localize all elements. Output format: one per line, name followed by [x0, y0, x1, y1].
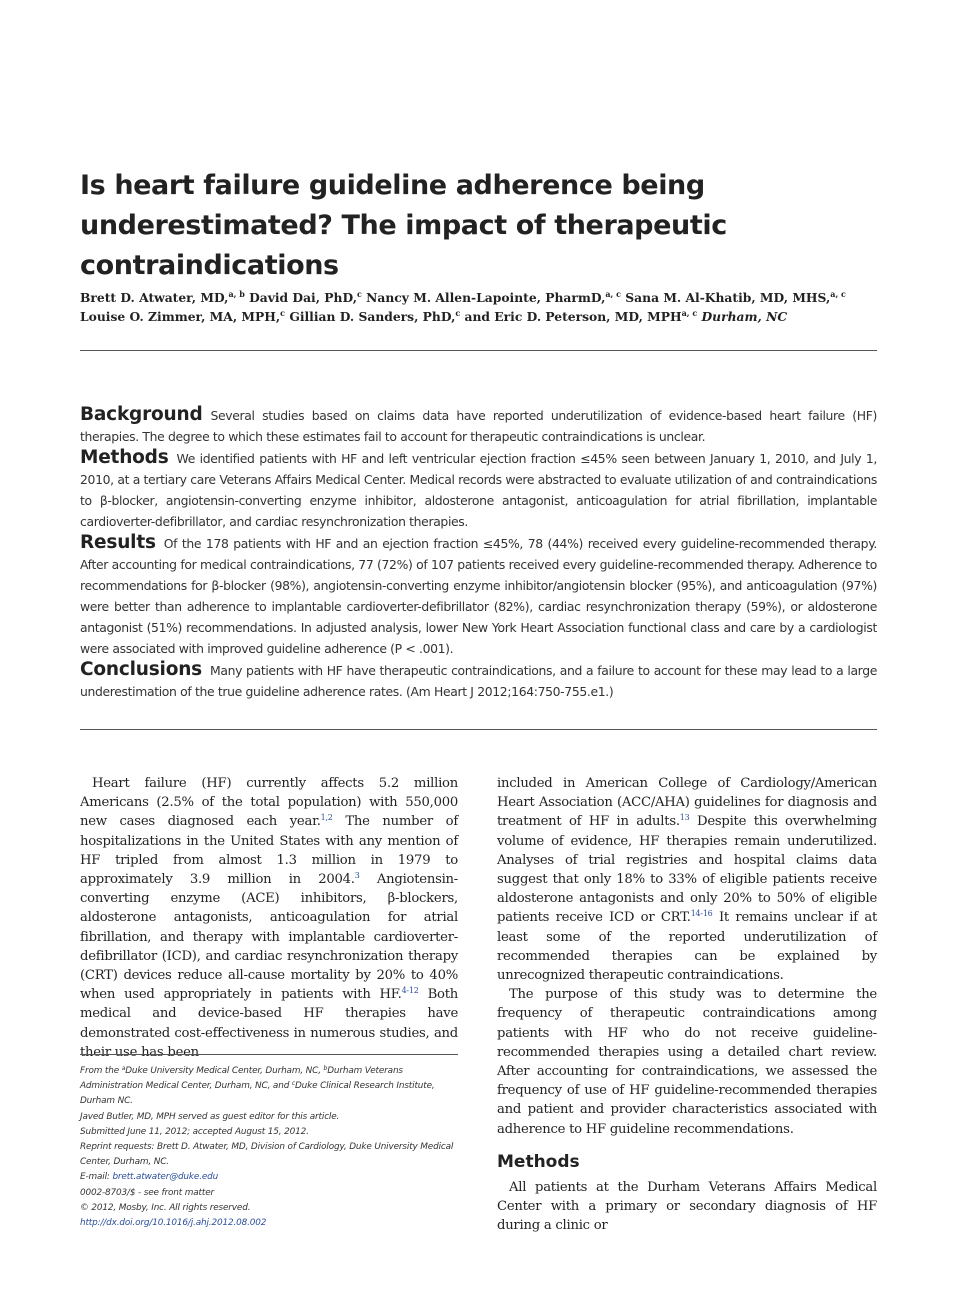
section-heading-methods: Methods — [497, 1152, 580, 1172]
author-list — [80, 288, 880, 326]
author-location: Durham, NC — [701, 309, 788, 324]
footnote-text: Durham Veterans Administration Medical Center, Durham, NC, and — [80, 1066, 403, 1092]
abstract-text: Several studies based on claims data have reported underutilization of evidence-based heart failure (HF) therapies. The degree to which these estimates fail to account for therapeutic contraindications is unclear. — [80, 408, 877, 444]
body-column-right-methods — [497, 1178, 877, 1236]
abstract-text: We identified patients with HF and left ventricular ejection fraction ≤45% seen between January 1, 2010, and July 1, 2010, at a tertiary care Veterans Affairs Medical Center. Medical records were abstracted to evaluate utilization of and contraindications to β-blocker, angiotensin-converting enzyme inhibitor, aldosterone antagonist, anticoagulation for atrial fibrillation, implantable cardioverter-defibrillator, and cardiac resynchronization therapies. — [80, 451, 877, 529]
affiliation-marker: a, c — [681, 308, 698, 318]
abstract-heading: Background — [80, 404, 203, 425]
affiliation-marker: c — [356, 289, 362, 299]
body-paragraph — [497, 774, 877, 985]
footnotes — [80, 1064, 458, 1231]
affiliation-marker: a, b — [228, 289, 245, 299]
abstract-heading: Results — [80, 532, 156, 553]
body-text: included in American College of Cardiology/American Heart Association (ACC/AHA) guidelines for diagnosis and treatment of HF in adults. — [497, 776, 877, 830]
divider-top — [80, 350, 877, 351]
abstract-conclusions — [80, 659, 877, 702]
email-link[interactable]: brett.atwater@duke.edu — [112, 1172, 219, 1183]
footnote-copyright: © 2012, Mosby, Inc. All rights reserved. — [80, 1202, 251, 1213]
affiliation-marker: c — [280, 308, 286, 318]
body-column-right — [497, 774, 877, 1139]
body-text: Both medical and device-based HF therapies have demonstrated cost-effectiveness in numerous studies, and their use has been — [80, 987, 458, 1060]
body-text: Angiotensin-converting enzyme (ACE) inhibitors, β-blockers, aldosterone antagonists, anticoagulation for atrial fibrillation, and therapy with implantable cardioverter-defibrillator (ICD), and cardiac resynchronization therapy (CRT) devices reduce all-cause mortality by 20% to 40% when used appropriately in patients with HF. — [80, 872, 459, 1003]
footnote-issn: 0002-8703/$ - see front matter — [80, 1187, 215, 1198]
author-name: Brett D. Atwater, MD, — [80, 290, 229, 305]
footnote-affiliations — [80, 1064, 458, 1110]
body-paragraph: All patients at the Durham Veterans Affairs Medical Center with a primary or secondary diagnosis of HF during a clinic or — [497, 1180, 877, 1234]
footnote-text: From the — [80, 1066, 122, 1076]
citation-link[interactable]: 14-16 — [690, 909, 713, 919]
abstract — [80, 404, 877, 702]
footnote-text: Duke Clinical Research Institute, Durham NC. — [80, 1081, 435, 1107]
citation-link[interactable]: 4-12 — [401, 986, 419, 996]
abstract-text: Many patients with HF have therapeutic contraindications, and a failure to account for these may lead to a large underestimation of the true guideline adherence rates. (Am Heart J 2012;164:750-755.e1.) — [80, 663, 877, 699]
footnote-reprints: Reprint requests: Brett D. Atwater, MD, Division of Cardiology, Duke University Medical Center, Durham, NC. — [80, 1142, 454, 1168]
footnote-editor: Javed Butler, MD, MPH served as guest editor for this article. — [80, 1111, 340, 1122]
author-name: Nancy M. Allen-Lapointe, PharmD, — [366, 290, 606, 305]
citation-link[interactable]: 1,2 — [320, 813, 333, 823]
body-text: Heart failure (HF) currently affects 5.2 million Americans (2.5% of the total population) with 550,000 new cases diagnosed each year. — [80, 776, 458, 830]
abstract-heading: Methods — [80, 447, 169, 468]
author-name: Gillian D. Sanders, PhD, — [289, 309, 456, 324]
footnote-email — [80, 1170, 458, 1185]
affiliation-marker: c — [455, 308, 461, 318]
author-name: and Eric D. Peterson, MD, MPH — [464, 309, 682, 324]
author-name: David Dai, PhD, — [249, 290, 357, 305]
affiliation-marker: a — [121, 1065, 126, 1072]
author-name: Sana M. Al-Khatib, MD, MHS, — [625, 290, 831, 305]
footnote-divider — [80, 1054, 458, 1055]
body-paragraph: The purpose of this study was to determine the frequency of therapeutic contraindications among patients with HF who do not receive guideline-recommended therapies using a detailed chart review. After accounting for contraindications, we assessed the frequency of use of HF guideline-recommended therapies and patient and provider characteristics associated with adherence to HF guideline recommendations. — [497, 987, 877, 1137]
footnote-submitted: Submitted June 11, 2012; accepted August 15, 2012. — [80, 1126, 309, 1137]
affiliation-marker: c — [291, 1080, 295, 1088]
divider-bottom — [80, 729, 877, 730]
footnote-text: E-mail: — [80, 1172, 113, 1183]
body-text: Despite this overwhelming volume of evidence, HF therapies remain underutilized. Analyses of trial registries and hospital claims data suggest that only 18% to 33% of eligible patients receive aldosterone antagonists and only 20% to 50% of eligible patients receive ICD or CRT. — [497, 814, 877, 926]
citation-link[interactable]: 13 — [679, 813, 690, 823]
article-title: Is heart failure guideline adherence being underestimated? The impact of therapeutic contraindications — [80, 170, 727, 281]
body-text: The number of hospitalizations in the United States with any mention of HF tripled from almost 1.3 million in 1979 to approximately 3.9 million in 2004. — [80, 814, 458, 888]
abstract-background — [80, 404, 877, 447]
body-text: It remains unclear if at least some of the reported underutilization of recommended therapies can be explained by unrecognized therapeutic contraindications. — [497, 910, 877, 984]
abstract-results — [80, 532, 877, 659]
citation-link[interactable]: 3 — [354, 871, 360, 881]
abstract-methods — [80, 447, 877, 532]
affiliation-marker: a, c — [830, 289, 846, 299]
abstract-heading: Conclusions — [80, 659, 202, 680]
affiliation-marker: a, c — [605, 289, 621, 299]
footnote-text: Duke University Medical Center, Durham, NC, — [125, 1066, 324, 1076]
body-column-left — [80, 774, 458, 1062]
body-paragraph — [80, 774, 458, 1062]
abstract-text: Of the 178 patients with HF and an ejection fraction ≤45%, 78 (44%) received every guideline-recommended therapy. After accounting for medical contraindications, 77 (72%) of 107 patients received every guideline-recommended therapy. Adherence to recommendations for β-blocker (98%), angiotensin-converting enzyme inhibitor/angiotensin blocker (95%), and anticoagulation (97%) were better than adherence to implantable cardioverter-defibrillator (82%), cardiac resynchronization therapy (59%), or aldosterone antagonist (51%) recommendations. In adjusted analysis, lower New York Heart Association functional class and care by a cardiologist were associated with improved guideline adherence (P < .001). — [80, 536, 877, 656]
affiliation-marker: b — [323, 1065, 328, 1072]
doi-link[interactable]: http://dx.doi.org/10.1016/j.ahj.2012.08.002 — [80, 1218, 267, 1229]
author-name: Louise O. Zimmer, MA, MPH, — [80, 309, 281, 324]
